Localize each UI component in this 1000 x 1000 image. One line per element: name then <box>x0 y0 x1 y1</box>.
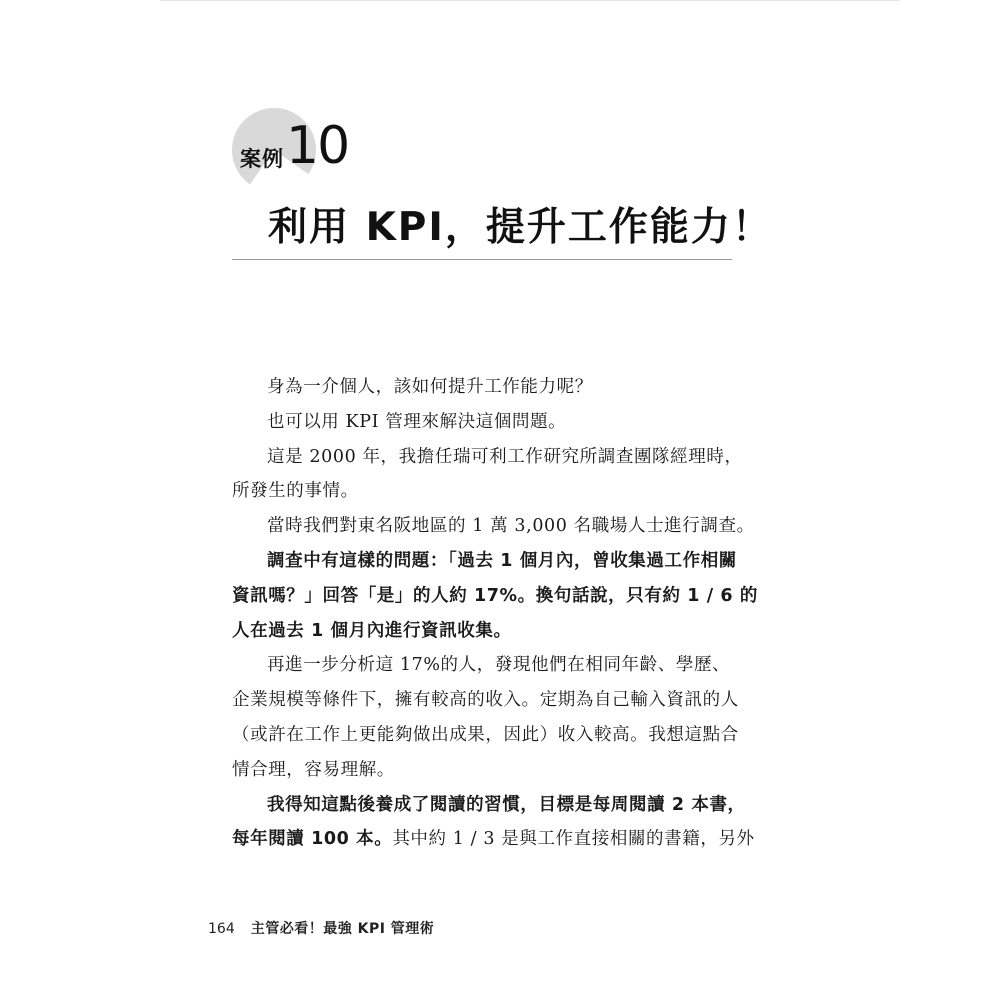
paragraph <box>232 648 752 787</box>
text-line: 也可以用 KPI 管理來解決這個問題。 <box>267 411 567 432</box>
paragraph <box>232 405 752 440</box>
running-title: 主管必看！最強 KPI 管理術 <box>250 921 435 937</box>
text-line-mixed <box>232 822 755 857</box>
text-line: 調查中有這樣的問題：「過去 1 個月內，曾收集過工作相關 <box>267 550 737 571</box>
text-line: 所發生的事情。 <box>232 481 359 502</box>
page-title: 利用 KPI，提升工作能力！ <box>268 205 773 250</box>
text-line: 當時我們對東名阪地區的 1 萬 3,000 名職場人士進行調查。 <box>267 516 755 537</box>
chapter-number: 10 <box>286 116 349 176</box>
paragraph <box>232 509 755 544</box>
text-line: 再進一步分析這 17%的人，發現他們在相同年齡、學歷、 <box>267 655 731 676</box>
text-line: 資訊嗎？」回答「是」的人約 17%。換句話說，只有約 1 / 6 的 <box>232 585 758 606</box>
text-line: 身為一介個人，該如何提升工作能力呢？ <box>267 377 593 397</box>
text-line: 人在過去 1 個月內進行資訊收集。 <box>232 620 512 641</box>
text-line: 企業規模等條件下，擁有較高的收入。定期為自己輸入資訊的人 <box>232 690 739 711</box>
body-text <box>232 370 758 857</box>
page-footer <box>208 918 434 938</box>
page-top-edge <box>160 0 900 1</box>
text-line: 我得知這點後養成了閱讀的習慣，目標是每周閱讀 2 本書， <box>267 794 746 815</box>
text-line: 這是 2000 年，我擔任瑞可利工作研究所調查團隊經理時， <box>267 446 743 467</box>
text-line: （或許在工作上更能夠做出成果，因此）收入較高。我想這點合 <box>232 724 739 745</box>
paragraph-emphasis <box>232 788 755 858</box>
page-number: 164 <box>208 921 235 937</box>
chapter-label: 案例 <box>240 147 284 171</box>
text-bold-segment: 每年閱讀 100 本。 <box>232 829 393 850</box>
text-line: 情合理，容易理解。 <box>232 759 395 780</box>
paragraph <box>232 370 752 405</box>
title-divider <box>232 259 732 260</box>
paragraph <box>232 440 752 510</box>
paragraph-emphasis <box>232 544 758 648</box>
text-regular-segment: 其中約 1 / 3 是與工作直接相關的書籍，另外 <box>392 829 755 850</box>
